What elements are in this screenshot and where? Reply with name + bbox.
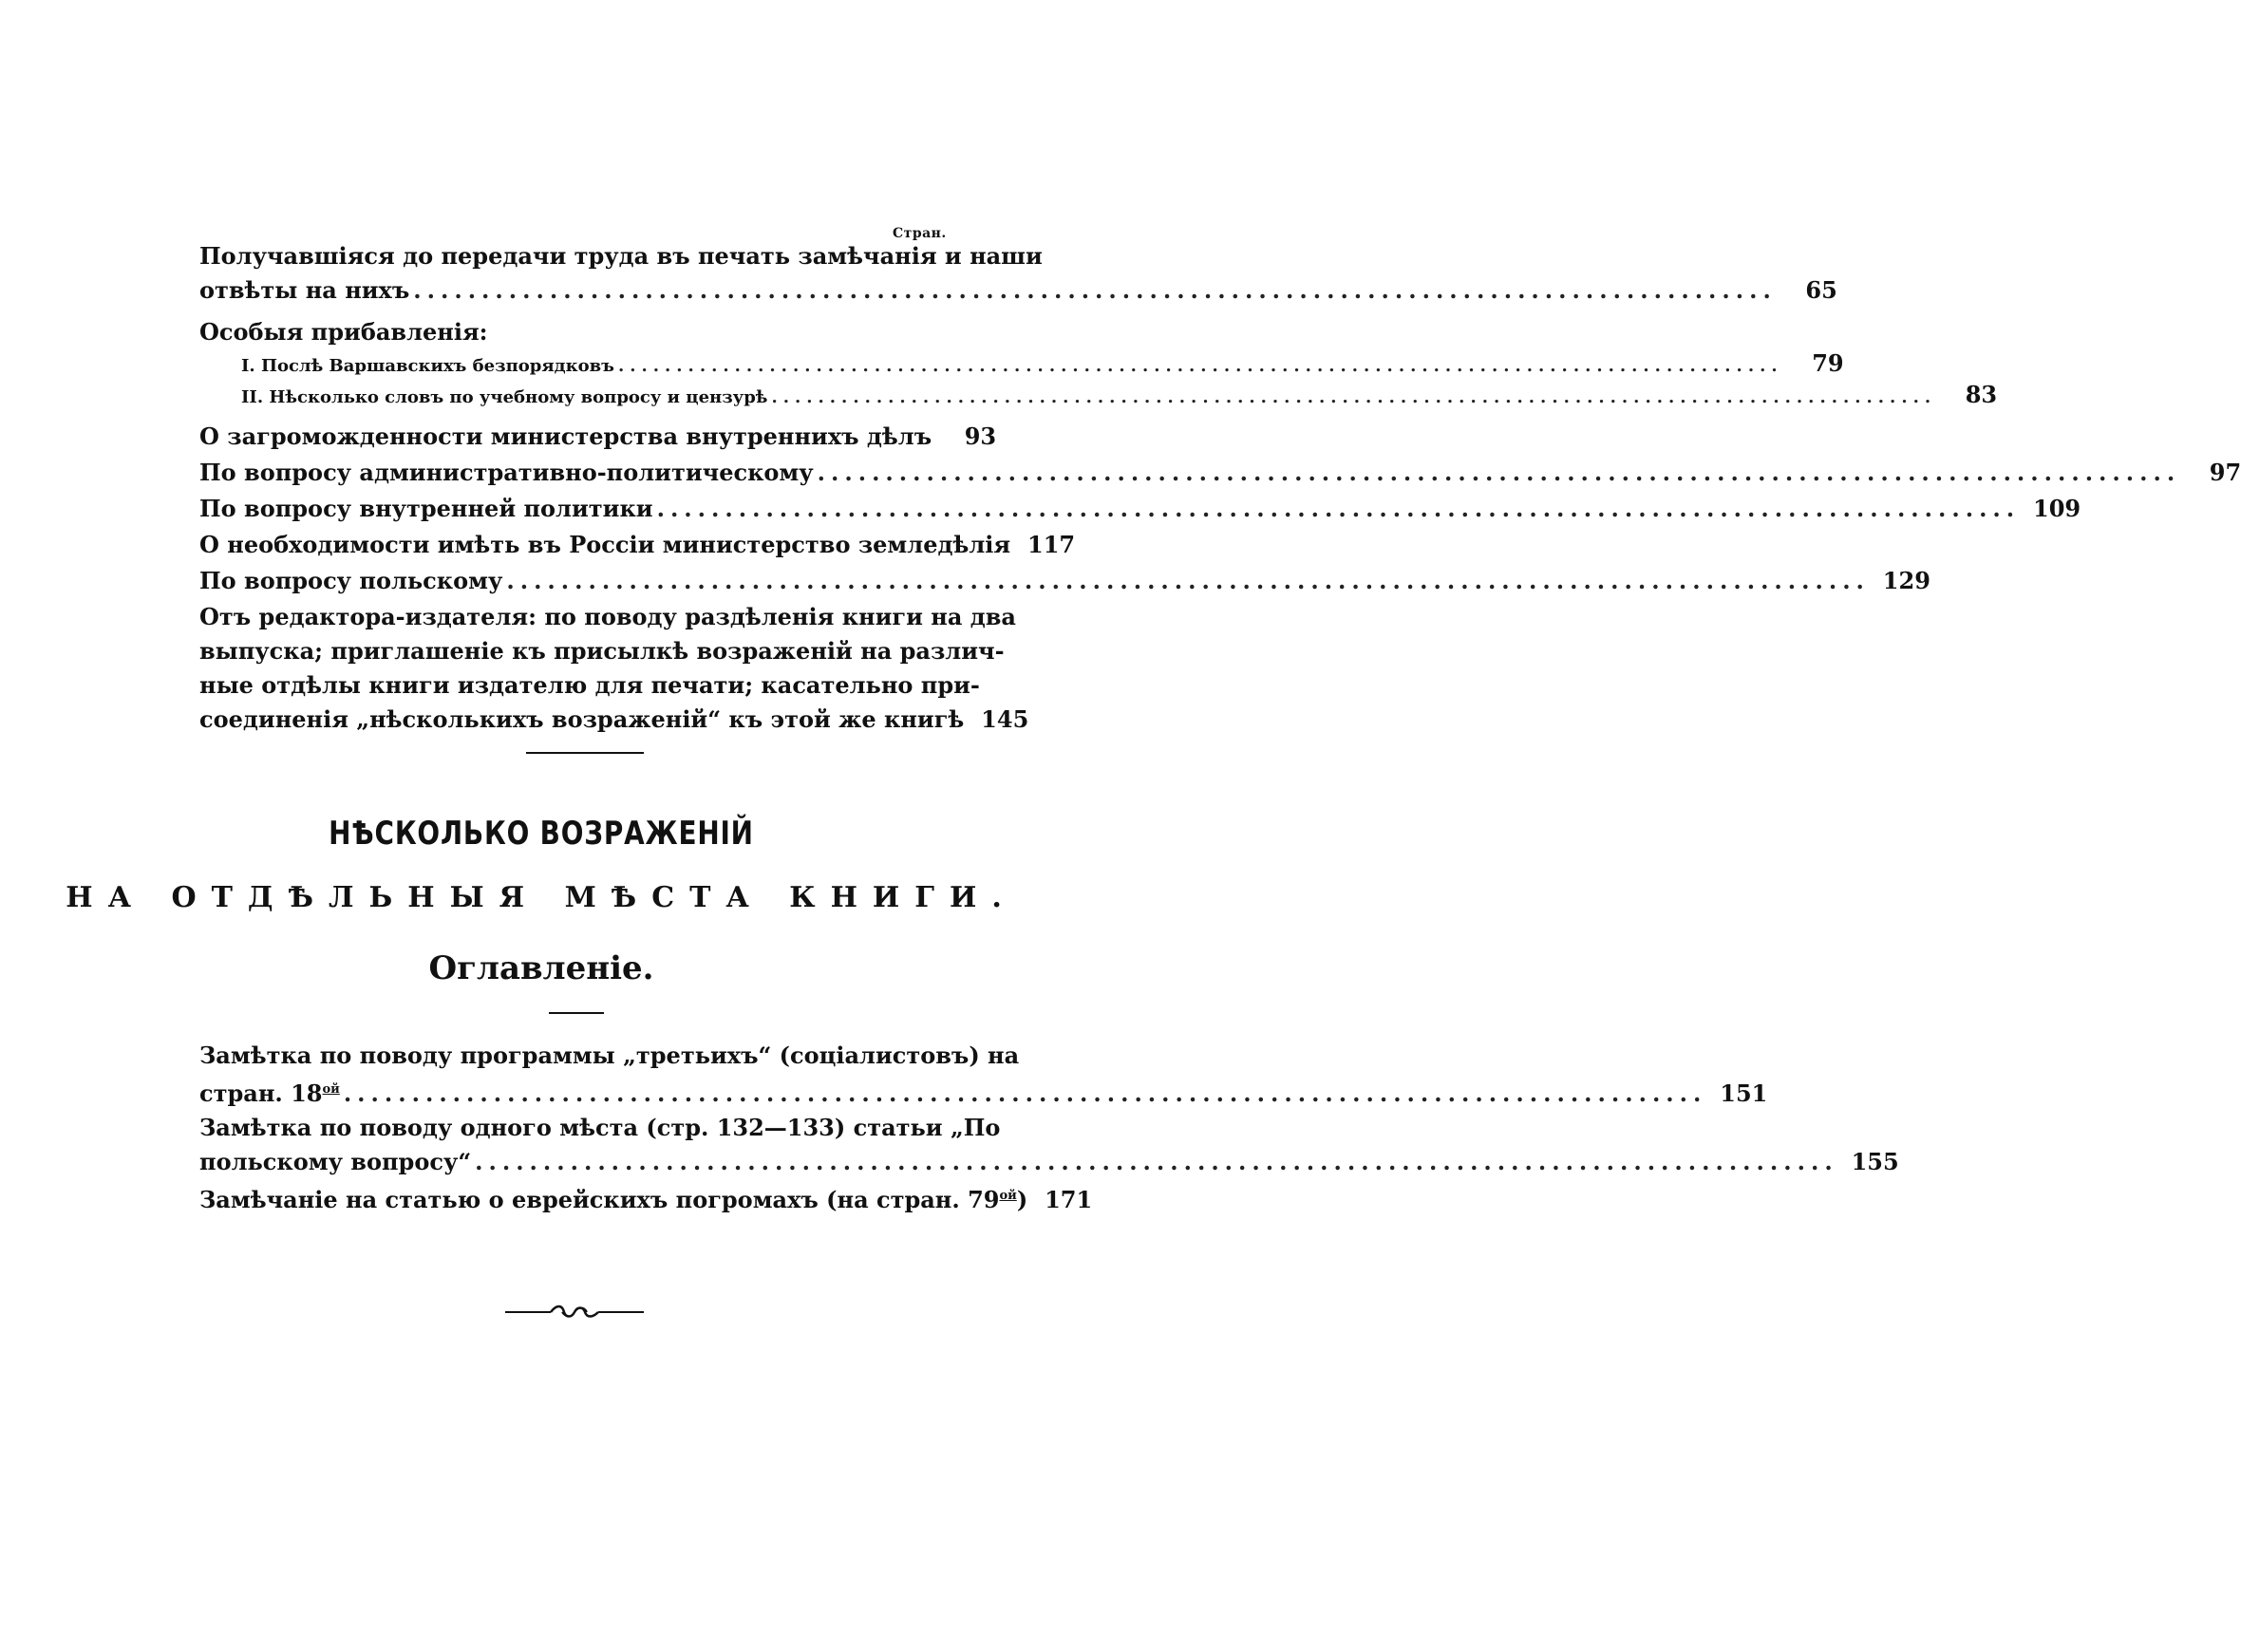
toc-entry[interactable] [199, 315, 1998, 412]
toc-entry[interactable] [199, 420, 997, 454]
page-number: 171 [1045, 1186, 1093, 1213]
toc-entry[interactable] [199, 1111, 1899, 1179]
subentry-title: II. Нѣсколько словъ по учебному вопросу и цензурѣ [241, 387, 768, 407]
leader-dots: .................................................................................................... [506, 567, 1870, 594]
ordinal-suffix: ой [322, 1082, 340, 1097]
entry-title: По вопросу внутренней политики [199, 495, 653, 522]
leader-dots: .................................................................................................... [617, 356, 1783, 376]
ordinal-suffix: ой [999, 1189, 1017, 1203]
toc-subentry[interactable] [199, 381, 1998, 412]
leader-dots: .................................................................................................... [817, 459, 2181, 486]
section-heading: НѢСКОЛЬКО ВОЗРАЖЕНІЙ [329, 815, 754, 853]
entry-title: Особыя прибавленія: [199, 318, 488, 346]
entry-title-line: стран. 18 [199, 1079, 323, 1107]
page-number: 93 [964, 422, 997, 450]
toc-first [199, 239, 2241, 737]
page-number: 109 [2033, 495, 2081, 522]
page-number: 83 [1965, 381, 1998, 408]
page-number: 97 [2209, 459, 2241, 486]
entry-title: По вопросу польскому [199, 567, 503, 594]
contents-heading: Оглавленіе. [428, 949, 654, 987]
section-subheading: НА ОТДѢЛЬНЫЯ МѢСТА КНИГИ. [66, 881, 1017, 914]
page-number: 145 [981, 705, 1029, 733]
section-divider [526, 752, 644, 754]
toc-entry[interactable] [199, 1039, 1768, 1111]
page-number: 117 [1027, 531, 1076, 558]
page-number: 79 [1812, 349, 1844, 377]
subentry-title: I. Послѣ Варшавскихъ безпорядковъ [241, 356, 614, 376]
toc-entry[interactable] [199, 492, 2081, 526]
entry-title-line: отвѣты на нихъ [199, 276, 410, 304]
leader-dots: .................................................................................................... [656, 495, 2021, 522]
closing-paren: ) [1016, 1186, 1028, 1213]
entry-title-line: Отъ редактора-издателя: по поводу раздѣленія книги на два [199, 603, 1016, 630]
page-number: 65 [1805, 276, 1837, 304]
toc-entry[interactable] [199, 1179, 1093, 1217]
entry-title-line: Замѣтка по поводу одного мѣста (стр. 132—133) статьи „По [199, 1114, 1001, 1141]
toc-entry[interactable] [199, 528, 1076, 562]
entry-title: О необходимости имѣть въ Россіи министерство земледѣлія [199, 531, 1011, 558]
entry-title-line: Замѣтка по поводу программы „третьихъ“ (соціалистовъ) на [199, 1042, 1020, 1069]
entry-title-line: соединенія „нѣсколькихъ возраженій“ къ этой же книгѣ [199, 705, 965, 733]
entry-title-line: ные отдѣлы книги издателю для печати; касательно при- [199, 671, 980, 699]
toc-entry[interactable] [199, 456, 2241, 490]
leader-dots: .................................................................................................... [475, 1148, 1838, 1175]
leader-dots: .................................................................................................... [771, 387, 1937, 407]
toc-second [199, 1039, 1899, 1217]
pages-column-label: Стран. [893, 226, 947, 241]
entry-title: Замѣчаніе на статью о еврейскихъ погромахъ (на стран. 79 [199, 1186, 1000, 1213]
toc-entry[interactable] [199, 564, 1930, 598]
ornament-flourish [503, 1299, 646, 1322]
entry-title: По вопросу административно-политическому [199, 459, 814, 486]
toc-entry[interactable] [199, 600, 1029, 737]
toc-entry[interactable] [199, 239, 1837, 308]
entry-title: О загроможденности министерства внутреннихъ дѣлъ [199, 422, 932, 450]
leader-dots: .................................................................................................... [343, 1079, 1707, 1107]
contents-divider [549, 1012, 604, 1014]
entry-title-line: польскому вопросу“ [199, 1148, 472, 1175]
leader-dots: .................................................................................................... [413, 276, 1777, 304]
toc-subentry[interactable] [199, 349, 1844, 381]
page-number: 151 [1720, 1079, 1768, 1107]
entry-title-line: Получавшіяся до передачи труда въ печать замѣчанія и наши [199, 242, 1043, 270]
page-number: 129 [1882, 567, 1930, 594]
page-number: 155 [1851, 1148, 1899, 1175]
entry-title-line: выпуска; приглашеніе къ присылкѣ возраженій на различ- [199, 637, 1005, 665]
